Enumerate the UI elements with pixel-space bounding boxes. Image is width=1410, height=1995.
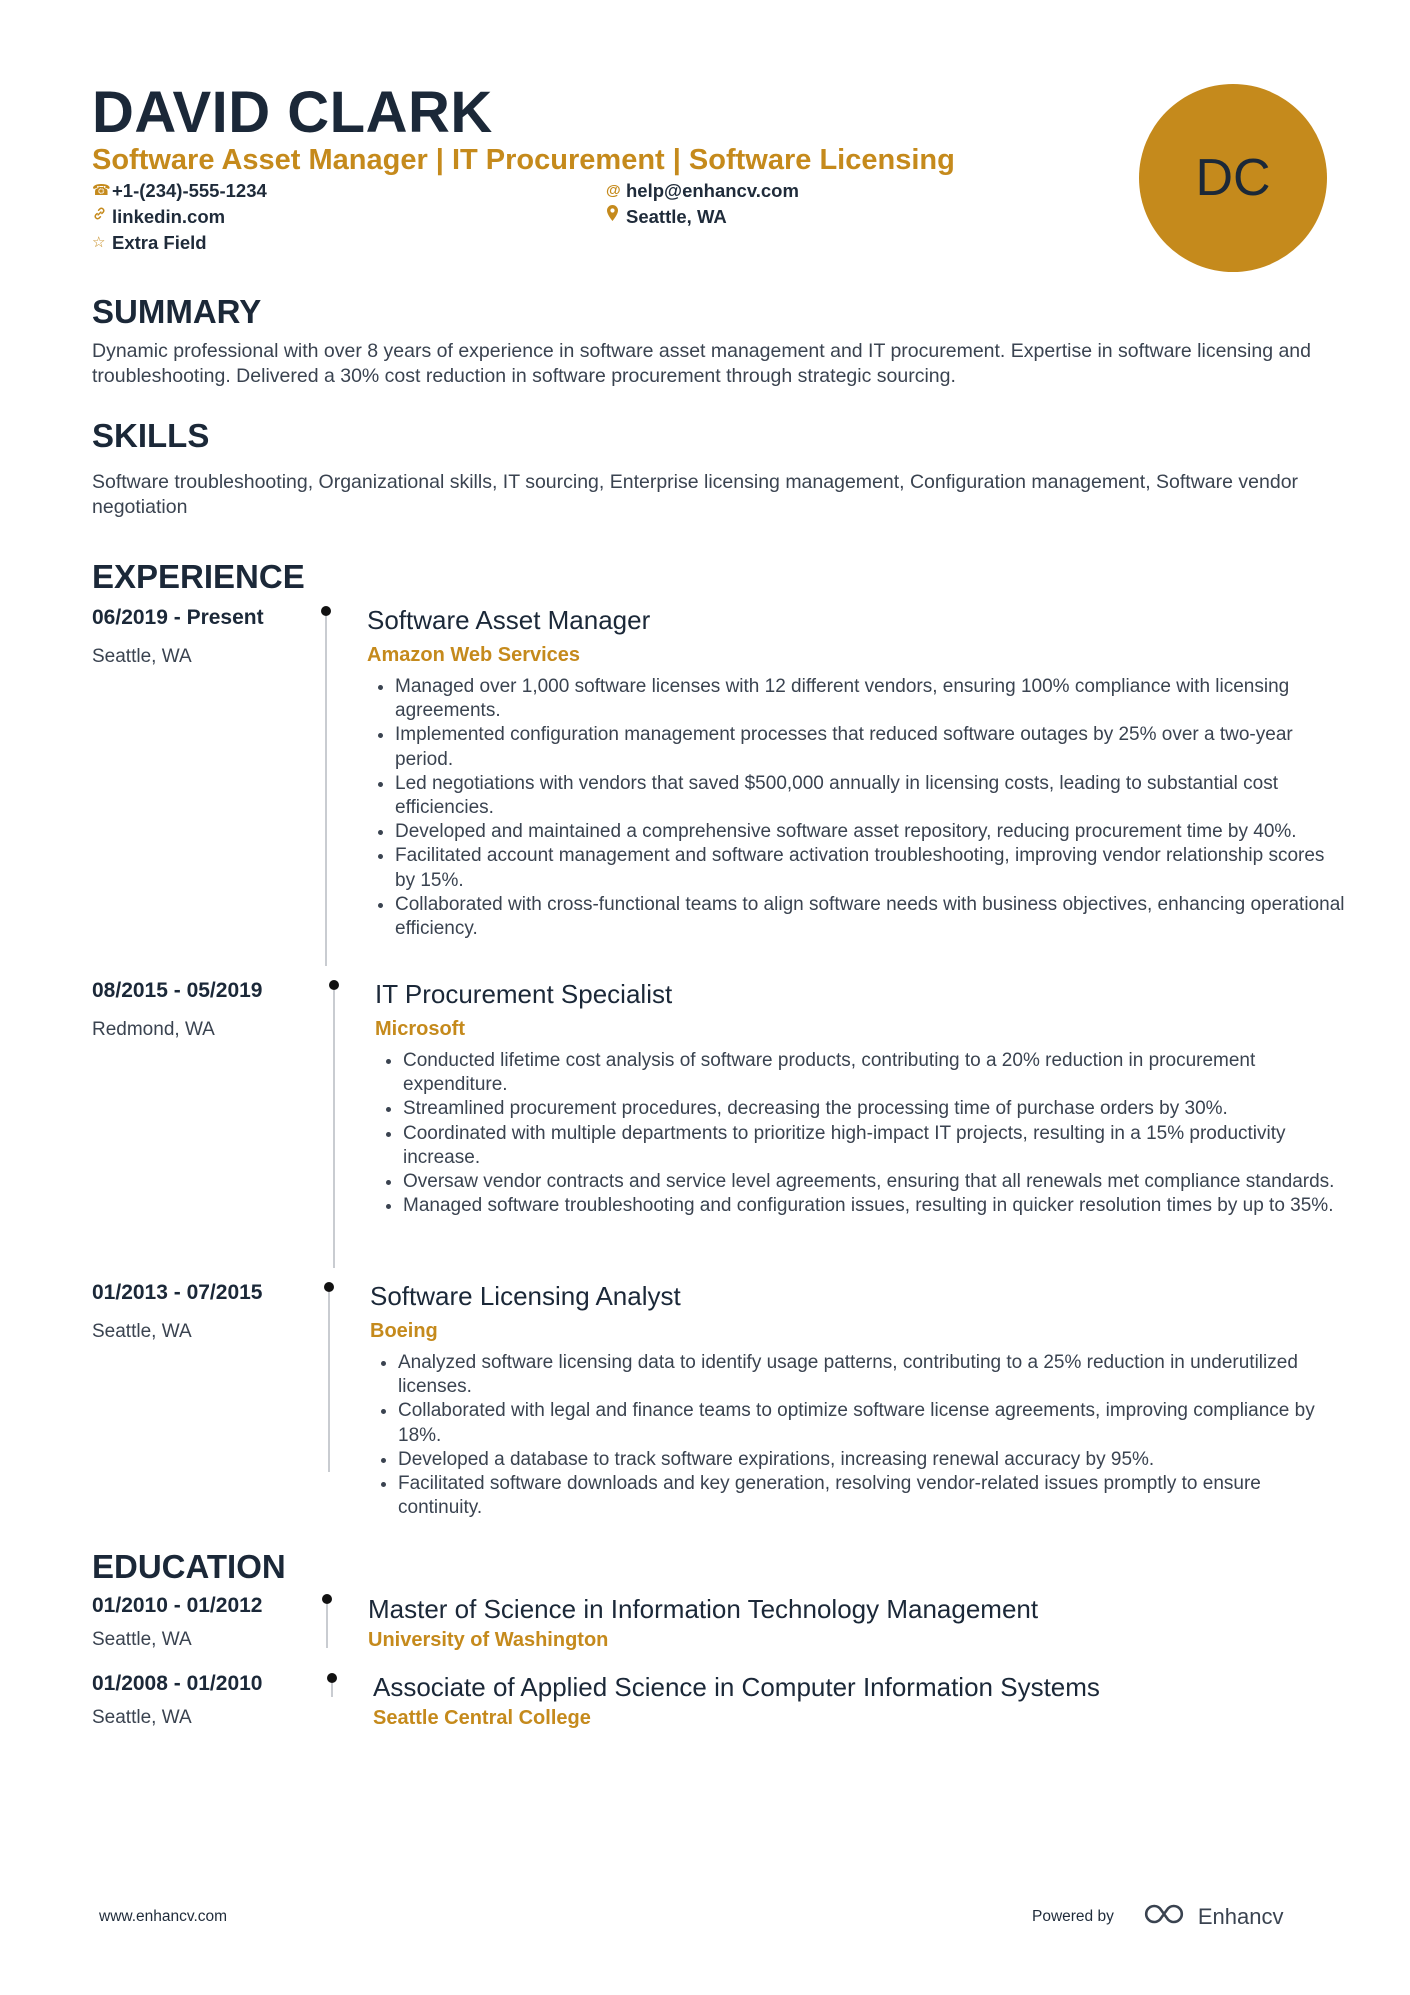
- timeline-line: [326, 1604, 328, 1648]
- education-location: Seattle, WA: [92, 1707, 192, 1728]
- contact-phone: [92, 178, 267, 204]
- list-item: • Collaborated with legal and finance teams to optimize software license agreements, improving compliance by 18%.: [398, 1399, 1343, 1447]
- list-item: • Implemented configuration management processes that reduced software outages by 25% over a two-year period.: [395, 723, 1345, 771]
- list-item: • Led negotiations with vendors that saved $500,000 annually in licensing costs, leading to substantial cost efficiencies.: [395, 772, 1345, 820]
- education-heading: EDUCATION: [92, 1548, 286, 1585]
- list-item: • Managed over 1,000 software licenses with 12 different vendors, ensuring 100% compliance with licensing agreements.: [395, 675, 1345, 723]
- powered-by-label: Powered by: [1032, 1907, 1114, 1925]
- phone-icon: ☎: [92, 182, 111, 199]
- map-pin-icon: [606, 204, 626, 230]
- job-location: Redmond, WA: [92, 1019, 215, 1040]
- timeline-line: [325, 616, 327, 966]
- timeline-dot: [322, 1594, 332, 1604]
- contact-location: [606, 204, 727, 230]
- timeline-dot: [324, 1282, 334, 1292]
- job-location: Seattle, WA: [92, 646, 192, 667]
- contact-linkedin[interactable]: [92, 204, 225, 230]
- education-school: University of Washington: [368, 1629, 609, 1651]
- phone-text: +1-(234)-555-1234: [112, 180, 267, 201]
- enhancv-logo-icon: [1140, 1903, 1188, 1930]
- footer-branding[interactable]: [1032, 1903, 1283, 1930]
- contact-email[interactable]: [606, 178, 799, 204]
- at-icon: @: [606, 182, 621, 199]
- timeline-dot: [321, 606, 331, 616]
- job-company: Boeing: [370, 1320, 438, 1342]
- job-role: Software Asset Manager: [367, 605, 651, 635]
- summary-text: Dynamic professional with over 8 years of experience in software asset management and IT procurement. Expertise in software licensing and troubleshooting. Delivered a 30% cost reduction in software procurement through strategic sourcing.: [92, 340, 1311, 387]
- candidate-title: Software Asset Manager | IT Procurement | Software Licensing: [92, 144, 955, 176]
- extra-text: Extra Field: [112, 232, 207, 253]
- job-bullets: [370, 1351, 1343, 1520]
- linkedin-text[interactable]: linkedin.com: [112, 206, 226, 227]
- list-item: • Streamlined procurement procedures, decreasing the processing time of purchase orders by 30%.: [403, 1097, 1363, 1121]
- timeline-line: [331, 1683, 333, 1697]
- footer-website[interactable]: www.enhancv.com: [99, 1908, 228, 1925]
- education-degree: Associate of Applied Science in Computer Information Systems: [373, 1672, 1100, 1702]
- education-dates: 01/2010 - 01/2012: [92, 1594, 263, 1617]
- job-location: Seattle, WA: [92, 1321, 192, 1342]
- job-role: Software Licensing Analyst: [370, 1281, 681, 1311]
- list-item: • Oversaw vendor contracts and service level agreements, ensuring that all renewals met compliance standards.: [403, 1170, 1363, 1194]
- contact-extra: [92, 230, 207, 256]
- list-item: • Conducted lifetime cost analysis of software products, contributing to a 20% reduction in procurement expenditure.: [403, 1049, 1363, 1097]
- avatar: DC: [1139, 84, 1327, 272]
- timeline-line: [328, 1292, 330, 1472]
- list-item: • Collaborated with cross-functional teams to align software needs with business objectives, enhancing operational efficiency.: [395, 893, 1345, 941]
- star-icon: ☆: [92, 234, 106, 251]
- link-icon: [92, 204, 112, 230]
- brand-name: Enhancv: [1197, 1903, 1284, 1929]
- timeline-line: [333, 990, 335, 1268]
- job-dates: 08/2015 - 05/2019: [92, 979, 263, 1002]
- timeline-dot: [329, 980, 339, 990]
- education-degree: Master of Science in Information Technology Management: [368, 1594, 1039, 1624]
- job-bullets: [367, 675, 1345, 941]
- job-dates: 01/2013 - 07/2015: [92, 1281, 263, 1304]
- list-item: • Facilitated software downloads and key generation, resolving vendor-related issues promptly to ensure continuity.: [398, 1472, 1343, 1520]
- email-text[interactable]: help@enhancv.com: [626, 180, 799, 201]
- skills-heading: SKILLS: [92, 417, 210, 454]
- list-item: • Developed a database to track software expirations, increasing renewal accuracy by 95%.: [398, 1448, 1343, 1472]
- job-company: Amazon Web Services: [367, 644, 581, 666]
- experience-heading: EXPERIENCE: [92, 558, 305, 595]
- skills-text: Software troubleshooting, Organizational skills, IT sourcing, Enterprise licensing management, Configuration management, Software vendor negotiation: [92, 471, 1299, 518]
- timeline-dot: [327, 1673, 337, 1683]
- list-item: • Coordinated with multiple departments to prioritize high-impact IT projects, resulting in a 15% productivity increase.: [403, 1122, 1363, 1170]
- job-company: Microsoft: [375, 1018, 465, 1040]
- list-item: • Analyzed software licensing data to identify usage patterns, contributing to a 25% reduction in underutilized licenses.: [398, 1351, 1343, 1399]
- list-item: • Managed software troubleshooting and configuration issues, resulting in quicker resolution times by up to 35%.: [403, 1194, 1363, 1218]
- education-dates: 01/2008 - 01/2010: [92, 1672, 263, 1695]
- candidate-name: DAVID CLARK: [92, 80, 493, 145]
- job-role: IT Procurement Specialist: [375, 979, 673, 1009]
- job-dates: 06/2019 - Present: [92, 606, 264, 629]
- summary-heading: SUMMARY: [92, 293, 262, 330]
- list-item: • Developed and maintained a comprehensive software asset repository, reducing procurement time by 40%.: [395, 820, 1345, 844]
- education-location: Seattle, WA: [92, 1629, 192, 1650]
- list-item: • Facilitated account management and software activation troubleshooting, improving vendor relationship scores by 15%.: [395, 844, 1345, 892]
- education-school: Seattle Central College: [373, 1707, 591, 1729]
- job-bullets: [375, 1049, 1363, 1218]
- location-text: Seattle, WA: [626, 206, 727, 227]
